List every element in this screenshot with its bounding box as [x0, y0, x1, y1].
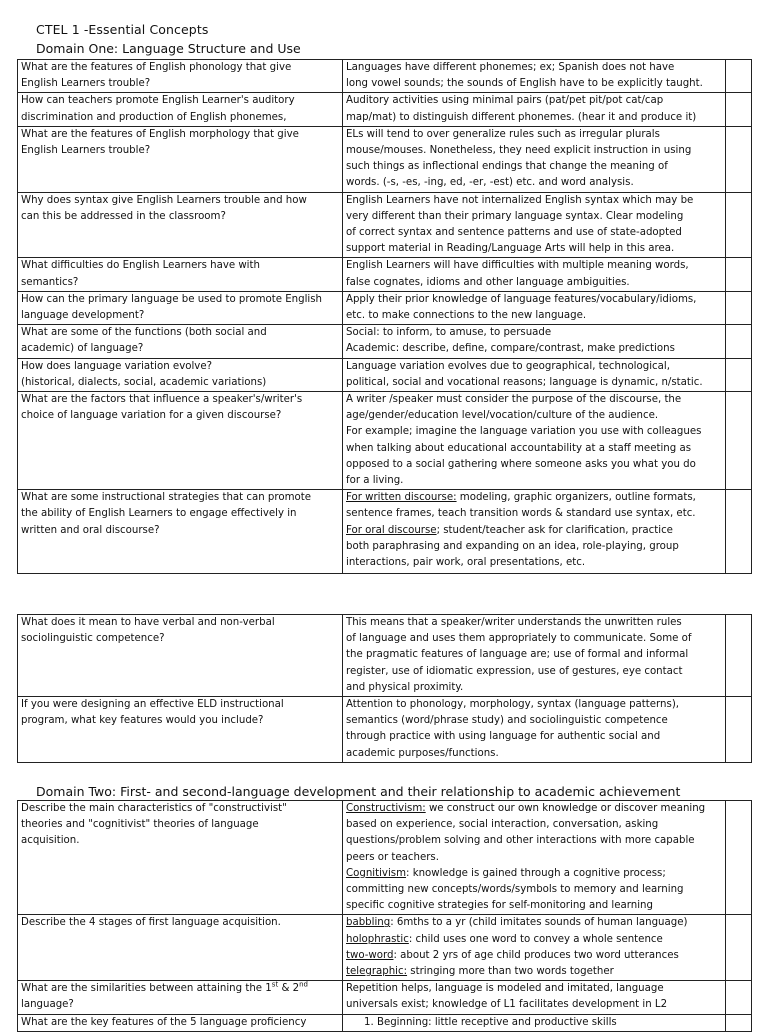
table-row: [18, 615, 752, 697]
check-cell: [726, 325, 752, 358]
question-cell: What are the features of English morphology that give English Learners trouble?: [18, 126, 343, 192]
check-cell: [726, 192, 752, 258]
sociolinguistic-table: [17, 614, 752, 763]
answer-cell: Apply their prior knowledge of language features/vocabulary/idioms, etc. to make connections to the new language.: [343, 291, 726, 324]
answer-cell: Language variation evolves due to geographical, technological, political, social and vocational reasons; language is dynamic, n/static.: [343, 358, 726, 391]
table-row: [18, 325, 752, 358]
check-cell: [726, 60, 752, 93]
question-cell: Why does syntax give English Learners trouble and how can this be addressed in the classroom?: [18, 192, 343, 258]
table-row: [18, 192, 752, 258]
answer-cell: Social: to inform, to amuse, to persuade Academic: describe, define, compare/contrast, make predictions: [343, 325, 726, 358]
check-cell: [726, 490, 752, 574]
answer-cell: Repetition helps, language is modeled and imitated, language universals exist; knowledge of L1 facilitates development in L2: [343, 981, 726, 1014]
answer-cell: Constructivism: we construct our own knowledge or discover meaning based on experience, social interaction, conversation, asking questions/problem solving and other interactions with more capable peers or teachers. Cognitivism: knowledge is gained through a cognitive process; committing new concepts/words/symbols to memory and learning specific cognitive strategies for self-monitoring and learning: [343, 801, 726, 915]
answer-cell: This means that a speaker/writer understands the unwritten rules of language and uses them appropriately to communicate. Some of the pragmatic features of language are; use of formal and informal register, use of idiomatic expression, use of gestures, eye contact and physical proximity.: [343, 615, 726, 697]
question-cell: How does language variation evolve? (historical, dialects, social, academic variations): [18, 358, 343, 391]
question-cell: What does it mean to have verbal and non-verbal sociolinguistic competence?: [18, 615, 343, 697]
check-cell: [726, 1014, 752, 1031]
check-cell: [726, 126, 752, 192]
check-cell: [726, 392, 752, 490]
answer-cell: ELs will tend to over generalize rules such as irregular plurals mouse/mouses. Nonetheless, they need explicit instruction in using such things as inflectional endings that change the meaning of words. (-s, -es, -ing, ed, -er, -est) etc. and word analysis.: [343, 126, 726, 192]
check-cell: [726, 291, 752, 324]
table-row: [18, 60, 752, 93]
question-cell: If you were designing an effective ELD instructional program, what key features would you include?: [18, 697, 343, 763]
check-cell: [726, 93, 752, 126]
question-cell: What are some of the functions (both social and academic) of language?: [18, 325, 343, 358]
answer-cell: English Learners will have difficulties with multiple meaning words, false cognates, idioms and other language ambiguities.: [343, 258, 726, 291]
table-row: [18, 93, 752, 126]
table-row: [18, 490, 752, 574]
table-row: [18, 392, 752, 490]
check-cell: [726, 258, 752, 291]
document-title: CTEL 1 -Essential Concepts: [36, 22, 209, 37]
question-cell: How can the primary language be used to promote English language development?: [18, 291, 343, 324]
answer-cell: 1. Beginning: little receptive and productive skills: [343, 1014, 726, 1031]
table-row: [18, 258, 752, 291]
table-row: [18, 801, 752, 915]
answer-cell: For written discourse: modeling, graphic organizers, outline formats, sentence frames, teach transition words & standard use syntax, etc. For oral discourse; student/teacher ask for clarification, practice both paraphrasing and expanding on an idea, role-playing, group interactions, pair work, oral presentations, etc.: [343, 490, 726, 574]
table-row: [18, 981, 752, 1014]
question-cell: What difficulties do English Learners have with semantics?: [18, 258, 343, 291]
answer-cell: English Learners have not internalized English syntax which may be very different than their primary language syntax. Clear modeling of correct syntax and sentence patterns and use of state-adopted support material in Reading/Language Arts will help in this area.: [343, 192, 726, 258]
table-row: [18, 1014, 752, 1031]
answer-cell: Languages have different phonemes; ex; Spanish does not have long vowel sounds; the sounds of English have to be explicitly taught.: [343, 60, 726, 93]
question-cell: What are the factors that influence a speaker's/writer's choice of language variation for a given discourse?: [18, 392, 343, 490]
question-cell: Describe the main characteristics of "constructivist" theories and "cognitivist" theories of language acquisition.: [18, 801, 343, 915]
question-cell: What are the features of English phonology that give English Learners trouble?: [18, 60, 343, 93]
domain-two-heading: Domain Two: First- and second-language development and their relationship to academic achievement: [36, 784, 681, 799]
check-cell: [726, 615, 752, 697]
answer-cell: A writer /speaker must consider the purpose of the discourse, the age/gender/education level/vocation/culture of the audience. For example; imagine the language variation you use with colleagues when talking about educational accountability at a staff meeting as opposed to a social gathering where someone asks you what you do for a living.: [343, 392, 726, 490]
table-row: [18, 697, 752, 763]
table-row: [18, 358, 752, 391]
domain-one-table: [17, 59, 752, 574]
question-cell: Describe the 4 stages of first language acquisition.: [18, 915, 343, 981]
question-cell: How can teachers promote English Learner's auditory discrimination and production of English phonemes,: [18, 93, 343, 126]
question-cell: What are the similarities between attaining the 1st & 2nd language?: [18, 981, 343, 1014]
check-cell: [726, 981, 752, 1014]
answer-cell: babbling: 6mths to a yr (child imitates sounds of human language) holophrastic: child uses one word to convey a whole sentence two-word: about 2 yrs of age child produces two word utterances telegraphic: stringing more than two words together: [343, 915, 726, 981]
check-cell: [726, 358, 752, 391]
table-row: [18, 291, 752, 324]
check-cell: [726, 697, 752, 763]
question-cell: What are some instructional strategies that can promote the ability of English Learners to engage effectively in written and oral discourse?: [18, 490, 343, 574]
domain-two-table: [17, 800, 752, 1032]
table-row: [18, 915, 752, 981]
check-cell: [726, 915, 752, 981]
domain-one-heading: Domain One: Language Structure and Use: [36, 41, 301, 56]
table-row: [18, 126, 752, 192]
answer-cell: Attention to phonology, morphology, syntax (language patterns), semantics (word/phrase study) and sociolinguistic competence through practice with using language for authentic social and academic purposes/functions.: [343, 697, 726, 763]
question-cell: What are the key features of the 5 language proficiency: [18, 1014, 343, 1031]
check-cell: [726, 801, 752, 915]
answer-cell: Auditory activities using minimal pairs (pat/pet pit/pot cat/cap map/mat) to distinguish different phonemes. (hear it and produce it): [343, 93, 726, 126]
